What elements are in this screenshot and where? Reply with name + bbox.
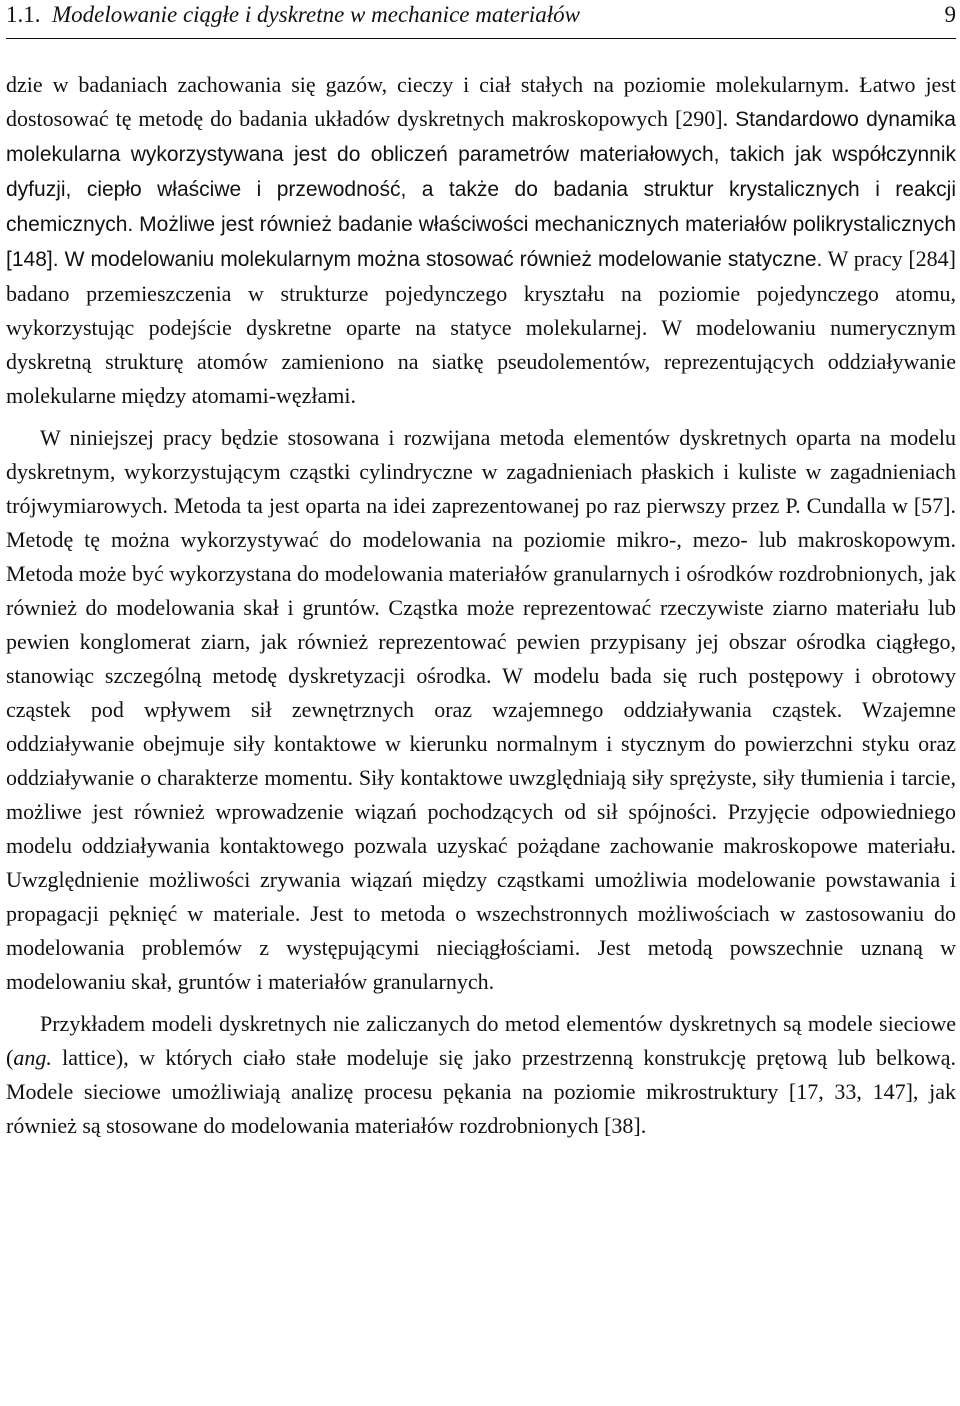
paragraph-3 (6, 1007, 956, 1143)
document-page (6, 0, 956, 1138)
page-number: 9 (944, 2, 956, 27)
paragraph-3-italic: ang. (13, 1045, 52, 1070)
paragraph-3-end: lattice), w których ciało stałe modeluje się jako przestrzenną konstrukcję prętową lub belkową. Modele sieciowe umożliwiają analizę procesu pękania na poziomie mikrostruktury [17, 33, 147], jak również są stosowane do modelowania materiałów rozdrobnionych [38]. (6, 1045, 956, 1138)
section-number: 1.1. (6, 2, 41, 27)
section-title: Modelowanie ciągłe i dyskretne w mechanice materiałów (52, 2, 581, 27)
paragraph-2: W niniejszej pracy będzie stosowana i rozwijana metoda elementów dyskretnych oparta na modelu dyskretnym, wykorzystującym cząstki cylindryczne w zagadnieniach płaskich i kuliste w zagadnieniach trójwymiarowych. Metoda ta jest oparta na idei zaprezentowanej po raz pierwszy przez P. Cundalla w [57]. Metodę tę można wykorzystywać do modelowania na poziomie mikro-, mezo- lub makroskopowym. Metoda może być wykorzystana do modelowania materiałów granularnych i ośrodków rozdrobnionych, jak również do modelowania skał i gruntów. Cząstka może reprezentować rzeczywiste ziarno materiału lub pewien konglomerat ziarn, jak również reprezentować pewien przypisany jej obszar ośrodka ciągłego, stanowiąc szczególną metodę dyskretyzacji ośrodka. W modelu bada się ruch postępowy i obrotowy cząstek pod wpływem sił zewnętrznych oraz wzajemnego oddziaływania cząstek. Wzajemne oddziaływanie obejmuje siły kontaktowe w kierunku normalnym i stycznym do powierzchni styku oraz oddziaływanie o charakterze momentu. Siły kontaktowe uwzględniają siły sprężyste, siły tłumienia i tarcie, możliwe jest również wprowadzenie wiązań pochodzących od sił spójności. Przyjęcie odpowiedniego modelu oddziaływania kontaktowego pozwala uzyskać pożądane zachowanie makroskopowe materiału. Uwzględnienie możliwości zrywania wiązań między cząstkami umożliwia modelowanie powstawania i propagacji pęknięć w materiale. Jest to metoda o wszechstronnych możliwościach w zastosowaniu do modelowania problemów z występującymi nieciągłościami. Jest metodą powszechnie uznaną w modelowaniu skał, gruntów i materiałów granularnych. (6, 425, 956, 994)
paragraph-1 (6, 68, 956, 413)
paragraph-3-start: Przykładem modeli dyskretnych nie zaliczanych do metod elementów dyskretnych są modele sieciowe ( (6, 1011, 956, 1070)
paragraph-1-serif-start: dzie w badaniach zachowania się gazów, cieczy i ciał stałych na poziomie molekularnym. Łatwo jest dostosować tę metodę do badania układów dyskretnych makroskopowych [290]. (6, 72, 956, 131)
section-heading (6, 0, 580, 30)
body-text (6, 68, 956, 1143)
paragraph-1-serif-end: W pracy [284] badano przemieszczenia w strukturze pojedynczego kryształu na poziomie pojedynczego atomu, wykorzystując podejście dyskretne oparte na statyce molekularnej. W modelowaniu numerycznym dyskretną strukturę atomów zamieniono na siatkę pseudolementów, reprezentujących oddziaływanie molekularne między atomami-węzłami. (6, 246, 956, 408)
running-header (6, 0, 956, 39)
paragraph-1-sans-run: Standardowo dynamika molekularna wykorzystywana jest do obliczeń parametrów materiałowych, takich jak współczynnik dyfuzji, ciepło właściwe i przewodność, a także do badania struktur krystalicznych i reakcji chemicznych. Możliwe jest również badanie właściwości mechanicznych materiałów polikrystalicznych [148]. W modelowaniu molekularnym można stosować również modelowanie statyczne. (6, 108, 956, 271)
